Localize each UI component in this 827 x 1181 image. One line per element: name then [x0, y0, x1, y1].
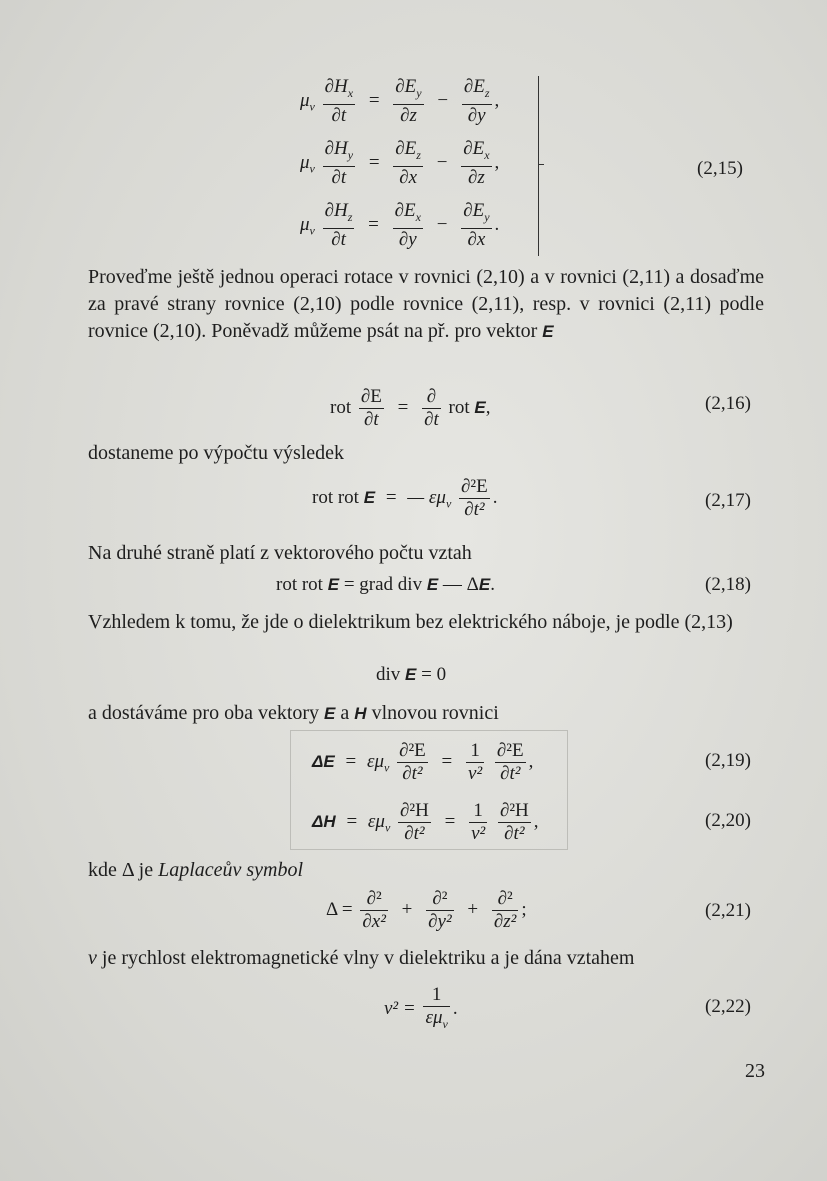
equation-2-20: $\Delta H = \varepsilon\mu_v$ $\frac{\text{∂²H}}{\text{∂t²}}$ = $\frac{1}{\text{v²}}$ $\frac{\text{∂²H}}{\text{∂t²}}$ , [312, 800, 539, 844]
equation-brace [528, 76, 539, 256]
equation-number-2-15: (2,15) [697, 158, 743, 179]
paragraph-laplace: kde Δ je Laplaceův symbol [88, 859, 304, 881]
equation-number-2-19: (2,19) [705, 750, 751, 771]
page-number: 23 [745, 1060, 765, 1082]
equation-2-19: $\Delta E = \varepsilon\mu_v$ $\frac{\text{∂²E}}{\text{∂t²}}$ = $\frac{1}{\text{v²}}$ $\frac{\text{∂²E}}{\text{∂t²}}$ , [312, 740, 534, 784]
equation-2-21: Δ = $\frac{\text{∂²}}{\text{∂x²}}$ + $\frac{\text{∂²}}{\text{∂y²}}$ + $\frac{\text{∂²}}{\text{∂z²}}$ ; [326, 888, 527, 932]
paragraph-vector-relation: Na druhé straně platí z vektorového počtu vztah [88, 542, 472, 564]
equation-2-22: v² = $\frac{1}{\varepsilon\mu_v}$ . [384, 984, 458, 1031]
equation-2-16: rot $\frac{\partial E}{\partial t}$ = $\frac{\partial}{\partial t}$ rot E, [330, 386, 491, 430]
equation-number-2-20: (2,20) [705, 810, 751, 831]
equation-2-15-line-3: $\mu_v$ $\frac{\partial H_z}{\partial t}$ = $\frac{\partial E_x}{\partial y}$ − $\frac{\partial E_y}{\partial x}$ . [300, 200, 500, 250]
equation-2-18: rot rot E = grad div E — ΔE. [276, 574, 495, 595]
equation-divergence: div E = 0 [376, 664, 447, 685]
equation-2-15-line-1: $\mu_v$ $\frac{\partial H_x}{\partial t}$ = $\frac{\partial E_y}{\partial z}$ − $\frac{\partial E_z}{\partial y}$ , [300, 76, 500, 126]
equation-number-2-16: (2,16) [705, 393, 751, 414]
paragraph-wave-speed: v je rychlost elektromagnetické vlny v dielektriku a je dána vztahem [88, 947, 635, 969]
equation-number-2-22: (2,22) [705, 996, 751, 1017]
paragraph-rotation: Proveďme ještě jednou operaci rotace v rovnici (2,10) a v rovnici (2,11) a dosaďme za pravé strany rovnice (2,10) podle rovnice (2,11), resp. v rovnici (2,11) podle rovnice (2,10). Poněvadž můžeme psát na př. pro vektor E [88, 266, 764, 342]
equation-2-15-line-2: $\mu_v$ $\frac{\partial H_y}{\partial t}$ = $\frac{\partial E_z}{\partial x}$ − $\frac{\partial E_x}{\partial z}$ , [300, 138, 500, 188]
equation-number-2-17: (2,17) [705, 490, 751, 511]
paragraph-dielectric: Vzhledem k tomu, že jde o dielektrikum bez elektrického náboje, je podle (2,13) [88, 611, 733, 633]
equation-number-2-18: (2,18) [705, 574, 751, 595]
paragraph-wave-equation: a dostáváme pro oba vektory E a H vlnovou rovnici [88, 702, 499, 724]
equation-number-2-21: (2,21) [705, 900, 751, 921]
paragraph-result: dostaneme po výpočtu výsledek [88, 442, 345, 464]
equation-2-17: rot rot E = — $\varepsilon\mu_v$ $\frac{\text{∂²E}}{\text{∂t²}}$ . [312, 476, 498, 520]
